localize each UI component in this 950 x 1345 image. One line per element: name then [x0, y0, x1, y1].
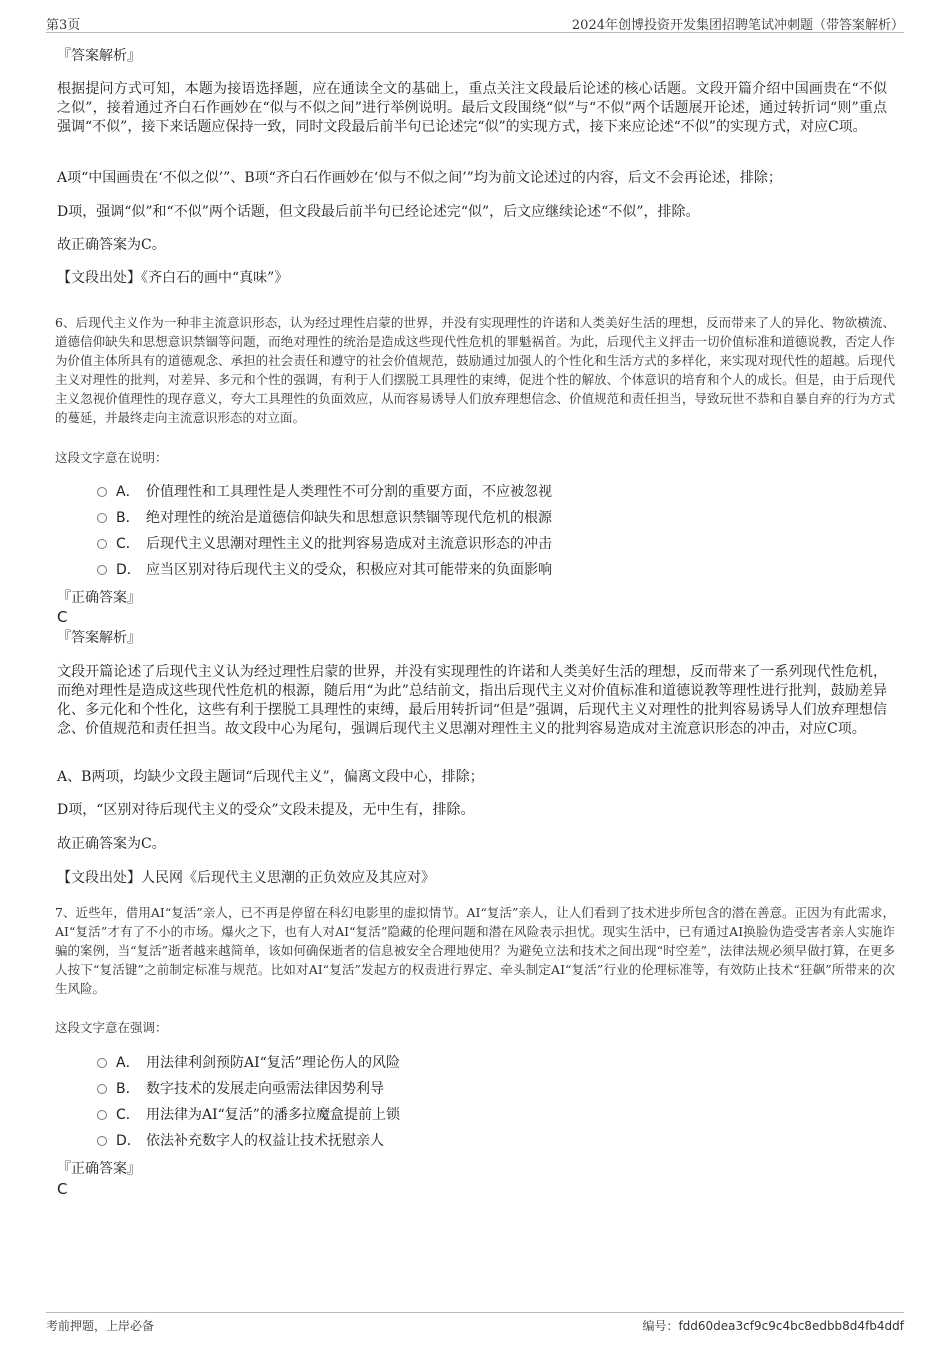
radio-icon[interactable] — [97, 513, 107, 523]
q6-prompt: 这段文字意在说明： — [55, 450, 168, 465]
q6-analysis-ab: A、B两项，均缺少文段主题词“后现代主义”，偏离文段中心，排除； — [57, 769, 484, 785]
q6-conclusion: 故正确答案为C。 — [57, 836, 166, 852]
q7-prompt: 这段文字意在强调： — [55, 1020, 168, 1035]
q6-option-b[interactable] — [97, 508, 552, 528]
option-letter: D． — [116, 1133, 141, 1149]
option-letter: B． — [116, 1081, 140, 1097]
q6-analysis-label: 『答案解析』 — [57, 630, 141, 646]
page-number: 第3页 — [46, 18, 81, 33]
q7-correct-label: 『正确答案』 — [57, 1161, 141, 1177]
option-letter: C． — [116, 536, 140, 552]
page-header — [46, 12, 904, 33]
radio-icon[interactable] — [97, 1084, 107, 1094]
q6-correct-answer: C — [57, 608, 68, 626]
q5-source: 【文段出处】《齐白石的画中“真味”》 — [57, 270, 289, 286]
document-id: 编号：fdd60dea3cf9c9c4bc8edbb8d4fb4ddf — [642, 1319, 904, 1333]
radio-icon[interactable] — [97, 487, 107, 497]
option-letter: C． — [116, 1107, 140, 1123]
q6-stem: 6、后现代主义作为一种非主流意识形态，认为经过理性启蒙的世界，并没有实现理性的许诺和人类美好生活的理想，反而带来了人的异化、物欲横流、道德信仰缺失和思想意识禁锢等问题，而绝对理性的统治是造成这些现代性危机的罪魁祸首。为此，后现代主义抨击一切价值标准和道德说教，否定人作为价值主体所具有的道德观念、承担的社会责任和遵守的社会价值规范，鼓励通过加强人的个性化和生活方式的多样化，来实现对现代性的超越。后现代主义对理性的批判，对差异、多元和个性的强调，有利于人们摆脱工具理性的束缚，促进个性的解放、个体意识的培育和个人的成长。但是，由于后现代主义忽视价值理性的现存意义，夸大工具理性的负面效应，从而容易诱导人们放弃理想信念、价值规范和责任担当，导致玩世不恭和自暴自弃的行为方式的蔓延，并最终走向主流意识形态的对立面。 — [55, 315, 895, 425]
q7-correct-answer: C — [57, 1180, 68, 1198]
q5-analysis: 根据提问方式可知，本题为接语选择题，应在通读全文的基础上，重点关注文段最后论述的核心话题。文段开篇介绍中国画贵在“不似之似”，接着通过齐白石作画妙在“似与不似之间”进行举例说明。最后文段围绕“似”与“不似”两个话题展开论述，通过转折词“则”重点强调“不似”，接下来话题应保持一致，同时文段最后前半句已论述完“似”的实现方式，接下来应论述“不似”的实现方式，对应C项。 — [57, 81, 887, 135]
q6-source: 【文段出处】人民网《后现代主义思潮的正负效应及其应对》 — [57, 870, 435, 886]
q6-analysis: 文段开篇论述了后现代主义认为经过理性启蒙的世界，并没有实现理性的许诺和人类美好生活的理想，反而带来了一系列现代性危机，而绝对理性是造成这些现代性危机的根源，随后用“为此”总结前文，指出后现代主义对价值标准和道德说教等理性进行批判，鼓励差异化、多元化和个性化，这些有利于摆脱工具理性的束缚，最后用转折词“但是”强调，后现代主义对理性的批判容易诱导人们放弃理想信念、价值规范和责任担当。故文段中心为尾句，强调后现代主义思潮对理性主义的批判容易造成对主流意识形态的冲击，对应C项。 — [57, 664, 887, 737]
q7-option-d[interactable] — [97, 1131, 384, 1151]
option-text: 应当区别对待后现代主义的受众，积极应对其可能带来的负面影响 — [146, 562, 552, 578]
q6-option-a[interactable] — [97, 482, 552, 502]
q7-option-b[interactable] — [97, 1079, 384, 1099]
q6-option-c[interactable] — [97, 534, 552, 554]
radio-icon[interactable] — [97, 539, 107, 549]
q7-stem: 7、近些年，借用AI“复活”亲人，已不再是停留在科幻电影里的虚拟情节。AI“复活”亲人，让人们看到了技术进步所包含的潜在善意。正因为有此需求，AI“复活”才有了不小的市场。爆火之下，也有人对AI“复活”隐藏的伦理问题和潜在风险表示担忧。现实生活中，已有通过AI换脸伪造受害者亲人实施诈骗的案例，当“复活”逝者越来越简单，该如何确保逝者的信息被安全合理地使用？为避免立法和技术之间出现“时空差”，法律法规必须早做打算，在更多人按下“复活键”之前制定标准与规范。比如对AI“复活”发起方的权责进行界定、牵头制定AI“复活”行业的伦理标准等，有效防止技术“狂飙”所带来的次生风险。 — [55, 905, 895, 996]
option-letter: A． — [116, 1055, 140, 1071]
q7-option-c[interactable] — [97, 1105, 400, 1125]
footer-slogan: 考前押题，上岸必备 — [46, 1319, 155, 1333]
option-text: 价值理性和工具理性是人类理性不可分割的重要方面，不应被忽视 — [146, 484, 552, 500]
q7-option-a[interactable] — [97, 1053, 400, 1073]
radio-icon[interactable] — [97, 1058, 107, 1068]
page-footer — [46, 1312, 904, 1333]
radio-icon[interactable] — [97, 565, 107, 575]
option-letter: D． — [116, 562, 141, 578]
q5-analysis-ab: A项“中国画贵在‘不似之似’”、B项“齐白石作画妙在‘似与不似之间’”均为前文论述过的内容，后文不会再论述，排除； — [57, 170, 782, 186]
q5-analysis-label: 『答案解析』 — [57, 48, 141, 64]
option-text: 用法律利剑预防AI“复活”理论伤人的风险 — [146, 1055, 400, 1071]
radio-icon[interactable] — [97, 1136, 107, 1146]
option-text: 数字技术的发展走向亟需法律因势利导 — [146, 1081, 384, 1097]
q5-analysis-d: D项，强调“似”和“不似”两个话题，但文段最后前半句已经论述完“似”，后文应继续论述“不似”，排除。 — [57, 204, 700, 220]
q6-option-d[interactable] — [97, 560, 552, 580]
option-letter: A． — [116, 484, 140, 500]
option-letter: B． — [116, 510, 140, 526]
q6-correct-label: 『正确答案』 — [57, 590, 141, 606]
option-text: 绝对理性的统治是道德信仰缺失和思想意识禁锢等现代危机的根源 — [146, 510, 552, 526]
option-text: 用法律为AI“复活”的潘多拉魔盒提前上锁 — [146, 1107, 400, 1123]
document-title: 2024年创博投资开发集团招聘笔试冲刺题（带答案解析） — [571, 18, 904, 33]
option-text: 依法补充数字人的权益让技术抚慰亲人 — [146, 1133, 384, 1149]
q6-analysis-d: D项，“区别对待后现代主义的受众”文段未提及，无中生有，排除。 — [57, 802, 475, 818]
option-text: 后现代主义思潮对理性主义的批判容易造成对主流意识形态的冲击 — [146, 536, 552, 552]
radio-icon[interactable] — [97, 1110, 107, 1120]
q5-conclusion: 故正确答案为C。 — [57, 237, 166, 253]
